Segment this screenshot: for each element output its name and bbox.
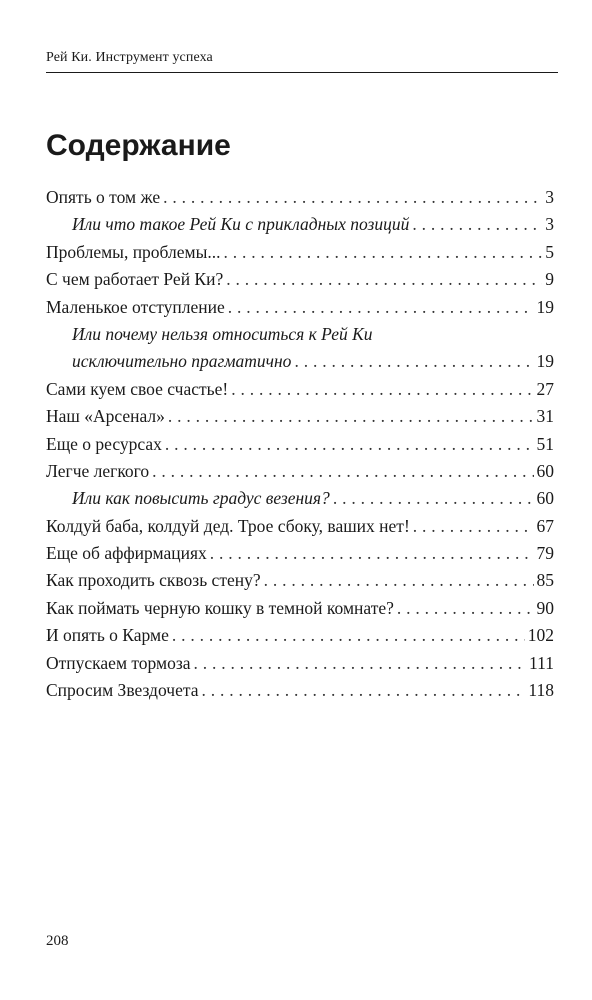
toc-entry-page: 111 (529, 652, 554, 673)
toc-entry-page: 90 (536, 597, 554, 618)
dot-leader (226, 266, 542, 293)
toc-entry-label: Или что такое Рей Ки с прикладных позиций (72, 214, 410, 235)
toc-entry (46, 458, 554, 485)
toc-entry-label: Наш «Арсенал» (46, 406, 165, 427)
toc-entry-page: 60 (536, 460, 554, 481)
dot-leader (333, 485, 534, 512)
toc-entry-label: Или почему нельзя относиться к Рей Ки (72, 323, 373, 344)
dot-leader (413, 513, 534, 540)
toc-entry-label: Колдуй баба, колдуй дед. Трое сбоку, ваших нет! (46, 515, 410, 536)
toc-entry-label: Отпускаем тормоза (46, 652, 191, 673)
toc-entry-page: 79 (536, 543, 554, 564)
toc-entry-label: Или как повысить градус везения? (72, 488, 330, 509)
toc-entry (46, 184, 554, 211)
dot-leader (264, 567, 534, 594)
dot-leader (412, 211, 542, 238)
header-rule (46, 72, 558, 73)
toc-entry-label: Сами куем свое счастье! (46, 378, 229, 399)
toc-entry-label: Еще о ресурсах (46, 433, 162, 454)
toc-entry-page: 9 (545, 269, 554, 290)
toc-subentry (46, 321, 554, 348)
toc-entry-page: 67 (536, 515, 554, 536)
dot-leader (152, 458, 533, 485)
dot-leader (172, 622, 525, 649)
dot-leader (168, 403, 534, 430)
toc-entry (46, 239, 554, 266)
table-of-contents (46, 184, 554, 704)
toc-entry (46, 595, 554, 622)
dot-leader (210, 540, 534, 567)
toc-entry-page: 85 (536, 570, 554, 591)
dot-leader (228, 294, 534, 321)
toc-subentry (46, 485, 554, 512)
toc-subentry (46, 211, 554, 238)
toc-entry (46, 266, 554, 293)
toc-entry (46, 431, 554, 458)
dot-leader (294, 348, 533, 375)
toc-subentry (46, 348, 554, 375)
toc-entry-page: 3 (545, 214, 554, 235)
running-head: Рей Ки. Инструмент успеха (46, 50, 213, 65)
toc-entry (46, 294, 554, 321)
dot-leader (231, 376, 533, 403)
toc-entry-label: Спросим Звездочета (46, 680, 199, 701)
toc-entry-page: 19 (536, 296, 554, 317)
toc-entry-page: 102 (527, 625, 554, 646)
toc-entry (46, 677, 554, 704)
toc-entry-label: Еще об аффирмациях (46, 543, 207, 564)
toc-entry (46, 513, 554, 540)
toc-entry-label: И опять о Карме (46, 625, 169, 646)
toc-entry-label: С чем работает Рей Ки? (46, 269, 224, 290)
toc-entry-page: 31 (536, 406, 554, 427)
toc-entry (46, 540, 554, 567)
toc-entry-page: 5 (545, 241, 554, 262)
toc-entry (46, 650, 554, 677)
toc-entry-label: исключительно прагматично (72, 351, 292, 372)
toc-entry (46, 403, 554, 430)
toc-entry-label: Как поймать черную кошку в темной комнате? (46, 597, 394, 618)
toc-entry-label: Опять о том же (46, 187, 161, 207)
toc-entry (46, 376, 554, 403)
toc-entry-label: Легче легкого (46, 460, 150, 481)
toc-entry-label: Маленькое отступление (46, 296, 225, 317)
toc-title: Содержание (46, 129, 231, 162)
toc-entry-page: 118 (528, 680, 554, 701)
toc-entry (46, 622, 554, 649)
dot-leader (201, 677, 525, 704)
toc-entry (46, 567, 554, 594)
dot-leader (163, 184, 542, 211)
dot-leader (397, 595, 534, 622)
page-number: 208 (46, 933, 69, 949)
dot-leader (165, 431, 534, 458)
toc-entry-page: 19 (536, 351, 554, 372)
toc-entry-page: 51 (536, 433, 554, 454)
toc-entry-page: 27 (536, 378, 554, 399)
toc-entry-label: Как проходить сквозь стену? (46, 570, 261, 591)
toc-entry-page: 3 (545, 187, 554, 207)
toc-entry-page: 60 (536, 488, 554, 509)
toc-entry-label: Проблемы, проблемы... (46, 241, 221, 262)
dot-leader (223, 239, 542, 266)
dot-leader (194, 650, 527, 677)
